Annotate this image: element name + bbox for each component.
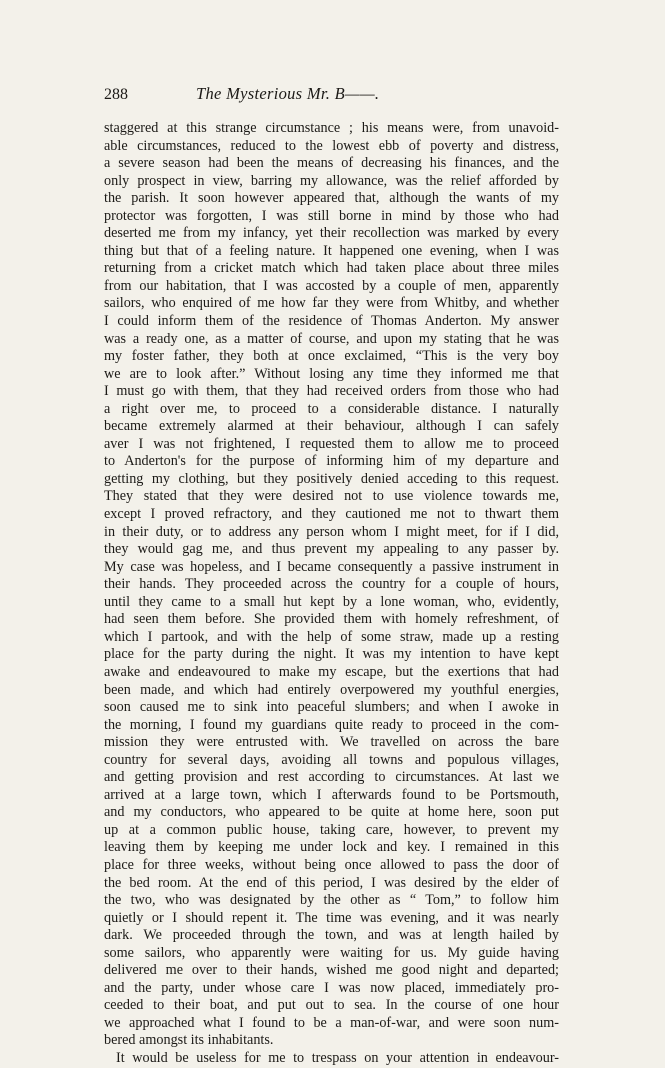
text-line: was a ready one, as a matter of course, and upon my stating that he was: [104, 330, 559, 347]
text-line: thing but that of a feeling nature. It happened one evening, when I was: [104, 242, 559, 259]
text-line: sailors, who enquired of me how far they were from Whitby, and whether: [104, 295, 559, 312]
text-line: had seen them before. She provided them with homely refreshment, of: [104, 611, 559, 628]
body-text: [104, 120, 559, 1068]
text-line: up at a common public house, taking care, however, to prevent my: [104, 821, 559, 838]
text-line: we are to look after.” Without losing any time they informed me that: [104, 365, 559, 382]
paragraph-start-line: It would be useless for me to trespass on your attention in endeavour-: [116, 1049, 559, 1066]
text-line: deserted me from my infancy, yet their recollection was marked by every: [104, 225, 559, 242]
text-line: the two, who was designated by the other as “ Tom,” to follow him: [104, 892, 559, 909]
text-line: I could inform them of the residence of Thomas Anderton. My answer: [104, 313, 559, 330]
text-line: only prospect in view, barring my allowance, was the relief afforded by: [104, 172, 559, 189]
text-line: getting my clothing, but they positively denied acceding to this request.: [104, 470, 559, 487]
text-line: in their duty, or to address any person whom I might meet, for if I did,: [104, 523, 559, 540]
text-line: which I partook, and with the help of some straw, made up a resting: [104, 628, 559, 645]
text-line: returning from a cricket match which had taken place about three miles: [104, 260, 559, 277]
text-line: leaving them by keeping me under lock and key. I remained in this: [104, 839, 559, 856]
text-line: able circumstances, reduced to the lowest ebb of poverty and distress,: [104, 137, 559, 154]
text-line: the bed room. At the end of this period, I was desired by the elder of: [104, 874, 559, 891]
text-line: been made, and which had entirely overpowered my youthful energies,: [104, 681, 559, 698]
text-line: place for the party during the night. It was my intention to have kept: [104, 646, 559, 663]
text-line: and getting provision and rest according to circumstances. At last we: [104, 769, 559, 786]
text-line: my foster father, they both at once exclaimed, “This is the very boy: [104, 348, 559, 365]
text-line: I must go with them, that they had received orders from those who had: [104, 383, 559, 400]
text-line: place for three weeks, without being once allowed to pass the door of: [104, 856, 559, 873]
text-line: arrived at a large town, which I afterwards found to be Portsmouth,: [104, 786, 559, 803]
text-line: staggered at this strange circumstance ; his means were, from unavoid-: [104, 120, 559, 136]
text-line: the morning, I found my guardians quite ready to proceed in the com-: [104, 716, 559, 733]
text-line: protector was forgotten, I was still borne in mind by those who had: [104, 207, 559, 224]
text-line: we approached what I found to be a man-of-war, and were soon num-: [104, 1014, 559, 1031]
text-line: from our habitation, that I was accosted by a couple of men, apparently: [104, 277, 559, 294]
text-line: awake and endeavoured to make my escape, but the exertions that had: [104, 663, 559, 680]
text-line: mission they were entrusted with. We travelled on across the bare: [104, 734, 559, 751]
text-line: aver I was not frightened, I requested them to allow me to proceed: [104, 435, 559, 452]
text-line: My case was hopeless, and I became consequently a passive instrument in: [104, 558, 559, 575]
paragraph-end-line: bered amongst its inhabitants.: [104, 1032, 274, 1049]
text-line: they would gag me, and thus prevent my appealing to any passer by.: [104, 541, 559, 558]
text-line: delivered me over to their hands, wished me good night and departed;: [104, 962, 559, 979]
text-line: They stated that they were desired not to use violence towards me,: [104, 488, 559, 505]
text-line: their hands. They proceeded across the country for a couple of hours,: [104, 576, 559, 593]
running-title: The Mysterious Mr. B——.: [196, 84, 380, 103]
text-line: until they came to a small hut kept by a lone woman, who, evidently,: [104, 593, 559, 610]
text-line: ceeded to their boat, and put out to sea. In the course of one hour: [104, 997, 559, 1014]
text-line: soon caused me to sink into peaceful slumbers; and when I awoke in: [104, 699, 559, 716]
text-line: except I proved refractory, and they cautioned me not to thwart them: [104, 506, 559, 523]
text-line: to Anderton's for the purpose of informing him of my departure and: [104, 453, 559, 470]
text-line: became extremely alarmed at their behaviour, although I can safely: [104, 418, 559, 435]
page-header: [104, 84, 559, 108]
text-line: and the party, under whose care I was now placed, immediately pro-: [104, 979, 559, 996]
text-line: the parish. It soon however appeared that, although the wants of my: [104, 190, 559, 207]
text-line: dark. We proceeded through the town, and was at length hailed by: [104, 927, 559, 944]
text-line: a right over me, to proceed to a considerable distance. I naturally: [104, 400, 559, 417]
text-line: some sailors, who apparently were waiting for us. My guide having: [104, 944, 559, 961]
text-line: country for several days, avoiding all towns and populous villages,: [104, 751, 559, 768]
text-line: and my conductors, who appeared to be quite at home here, soon put: [104, 804, 559, 821]
text-line: a severe season had been the means of decreasing his finances, and the: [104, 155, 559, 172]
page-number: 288: [104, 86, 128, 103]
text-line: quietly or I should repent it. The time was evening, and it was nearly: [104, 909, 559, 926]
